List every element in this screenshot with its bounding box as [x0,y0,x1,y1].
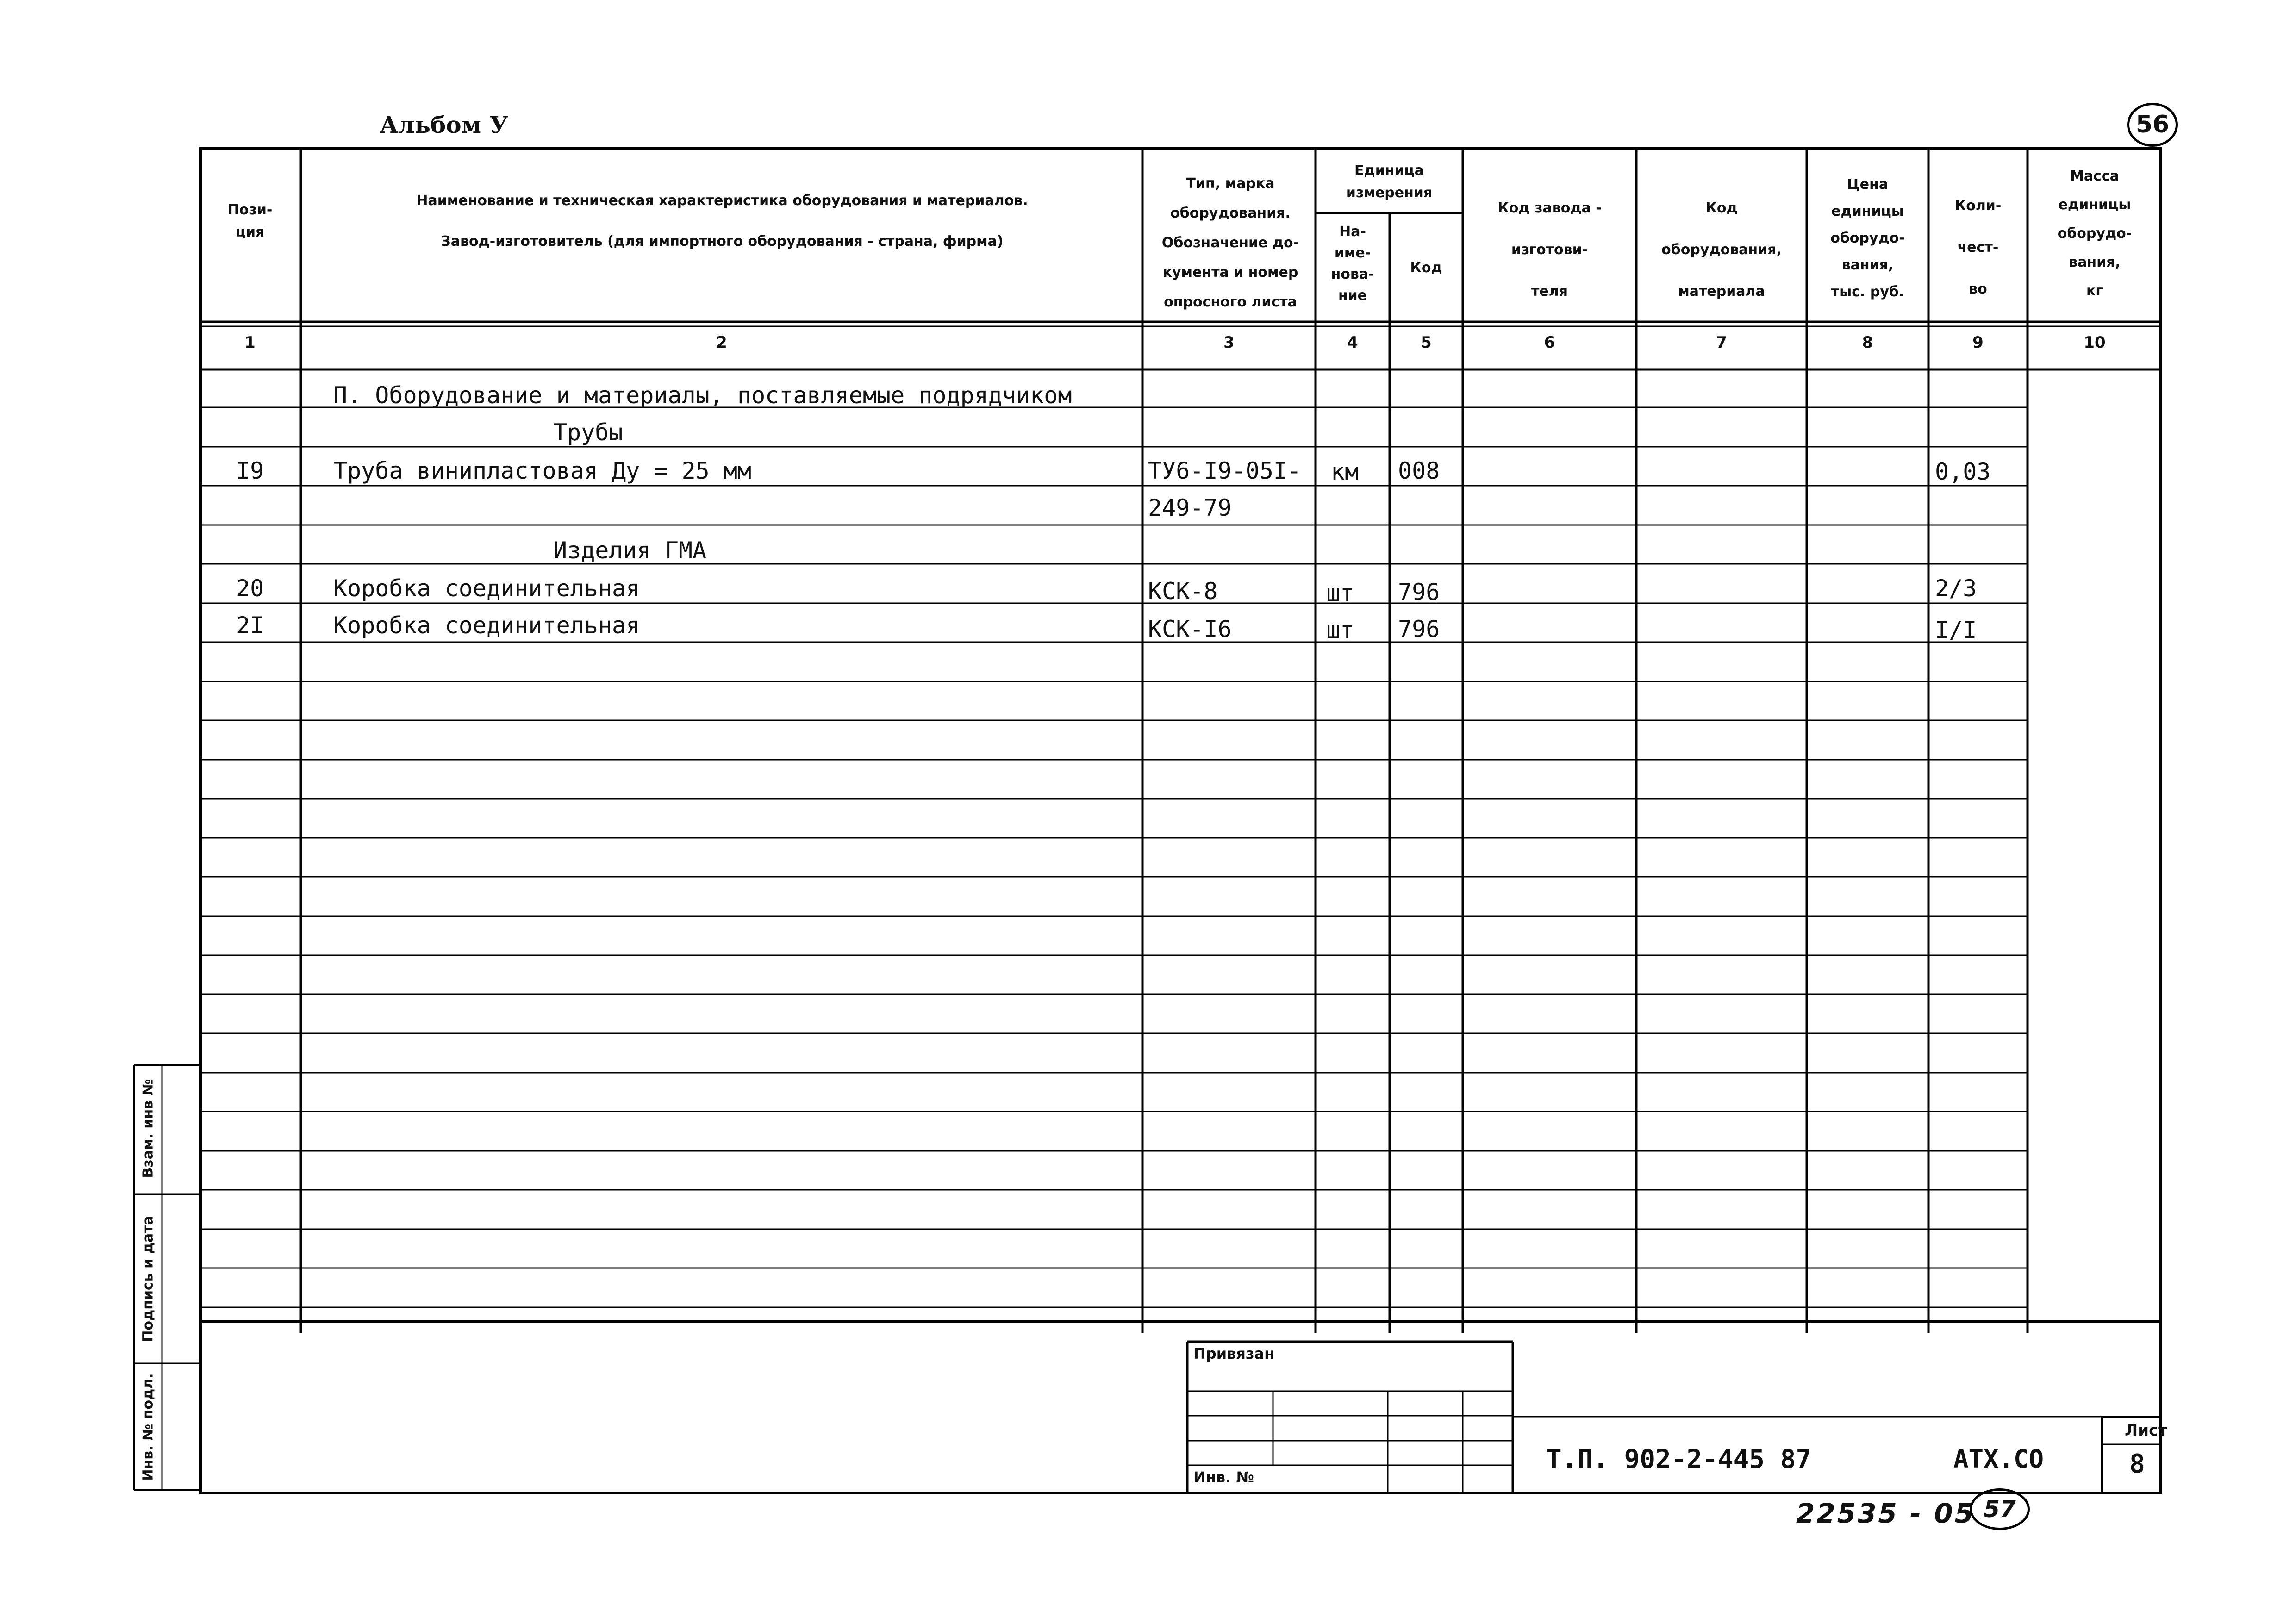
header-position: Пози- ция [227,202,273,240]
sheet-number: 8 [2129,1449,2145,1479]
row-type: 249-79 [1148,494,1232,521]
row-unit-code: 796 [1398,616,1440,643]
section-title: П. Оборудование и материалы, поставляемые подрядчиком [333,382,1072,409]
column-number-4: 4 [1347,333,1358,352]
column-number-1: 1 [244,333,256,352]
row-quantity: I/I [1935,617,1977,643]
row-unit-code: 008 [1398,457,1440,484]
header-quantity: Коли- чест- во [1954,198,2002,297]
document-mark: АТХ.СО [1953,1444,2044,1474]
row-unit: шт [1326,580,1354,606]
document-code: Т.П. 902-2-445 87 [1546,1444,1812,1474]
side-label-replacement-inv: Взам. инв № [140,1079,156,1178]
row-unit-code: 796 [1398,579,1440,606]
side-label-original-inv: Инв. № подл. [140,1373,156,1481]
header-price: Цена единицы оборудо- вания, тыс. руб. [1830,176,1905,300]
header-name: Наименование и техническая характеристика оборудования и материалов. Завод-изготовитель (для импортного оборудования - страна, фирма) [416,193,1028,250]
row-type: КСК-I6 [1148,616,1232,643]
row-quantity: 0,03 [1935,458,1991,485]
sheet-label: Лист [2125,1421,2167,1440]
column-number-6: 6 [1544,333,1555,352]
inventory-code: 22535 - 05 [1796,1498,1975,1529]
header-factory-code: Код завода - изготови- теля [1497,200,1602,300]
row-unit: км [1331,458,1359,485]
column-number-7: 7 [1716,333,1727,352]
album-title: Альбом У [380,111,509,138]
row-type: ТУ6-I9-05I- [1148,457,1302,484]
header-mass: Масса единицы оборудо- вания, кг [2057,168,2132,299]
stamp-bound-label: Привязан [1193,1345,1275,1362]
group-title-pipes: Трубы [553,419,623,446]
header-equipment-code: Код оборудования, материала [1661,200,1782,300]
row-position: 20 [236,575,264,602]
column-number-8: 8 [1862,333,1873,352]
column-number-10: 10 [2084,333,2106,352]
column-number-2: 2 [716,333,727,352]
row-name: Коробка соединительная [333,612,640,639]
page-number-top: 56 [2127,103,2178,147]
row-name: Труба винипластовая Ду = 25 мм [333,457,752,484]
header-unit-name: На- име- нова- ние [1331,224,1374,304]
side-label-signature-date: Подпись и дата [140,1216,156,1342]
row-name: Коробка соединительная [333,575,640,602]
header-type: Тип, марка оборудования. Обозначение до- кумента и номер опросного листа [1161,175,1299,310]
column-number-5: 5 [1421,333,1432,352]
row-quantity: 2/3 [1935,575,1977,602]
header-unit-code: Код [1410,260,1442,276]
copy-number: 57 [1970,1488,2030,1530]
row-unit: шт [1326,617,1354,643]
stamp-inv-label: Инв. № [1193,1468,1254,1486]
row-position: I9 [236,457,264,484]
row-type: КСК-8 [1148,578,1218,605]
row-position: 2I [236,612,264,639]
header-unit-group: Единица измерения [1346,162,1433,201]
group-title-gma: Изделия ГМА [553,537,707,564]
column-number-3: 3 [1223,333,1235,352]
column-number-9: 9 [1972,333,1984,352]
